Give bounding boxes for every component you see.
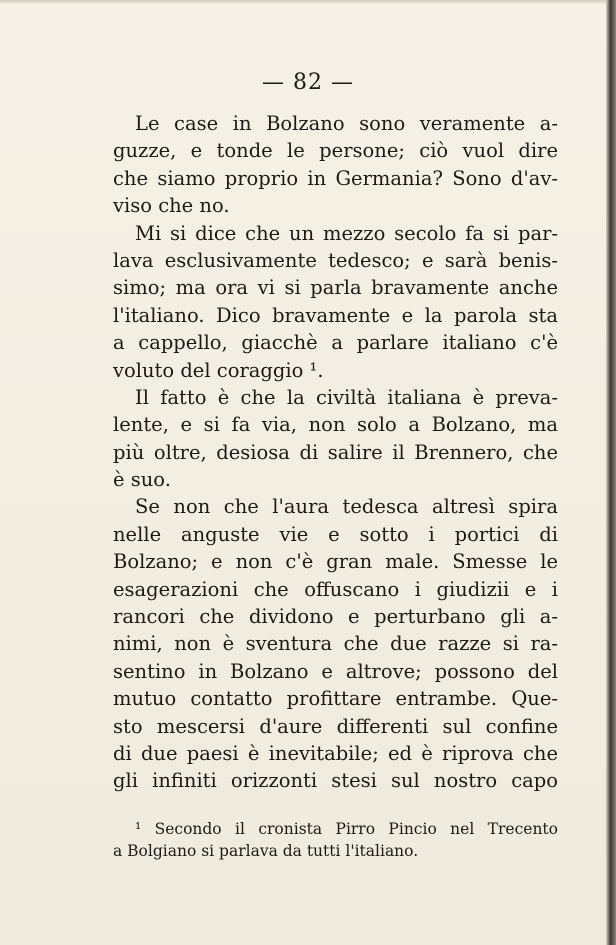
text-line: nimi, non è sventura che due razze si ra- bbox=[113, 632, 558, 656]
text-line: più oltre, desiosa di salire il Brennero, che bbox=[113, 440, 558, 464]
text-line: sto mescersi d'aure differenti sul confine bbox=[113, 714, 558, 738]
text-line: che siamo proprio in Germania? Sono d'av- bbox=[113, 166, 558, 190]
page-top-edge bbox=[0, 0, 616, 4]
text-line: voluto del coraggio ¹. bbox=[113, 358, 324, 382]
text-line: nelle anguste vie e sotto i portici di bbox=[113, 522, 558, 546]
text-line: Bolzano; e non c'è gran male. Smesse le bbox=[113, 550, 558, 574]
text-line: viso che no. bbox=[113, 194, 230, 218]
text-line: mutuo contatto profittare entrambe. Que- bbox=[113, 687, 558, 711]
text-line: l'italiano. Dico bravamente e la parola sta bbox=[113, 303, 558, 327]
page-number: — 82 — bbox=[262, 70, 354, 95]
footnote-line: ¹ Secondo il cronista Pirro Pincio nel Trecento bbox=[135, 820, 558, 838]
body-text bbox=[113, 110, 558, 795]
text-line: di due paesi è inevitabile; ed è riprova che bbox=[113, 741, 558, 765]
text-line: lente, e si fa via, non solo a Bolzano, ma bbox=[113, 413, 558, 437]
text-line: simo; ma ora vi si parla bravamente anche bbox=[113, 276, 558, 300]
text-line: gli infiniti orizzonti stesi sul nostro capo bbox=[113, 769, 558, 793]
text-line: è suo. bbox=[113, 468, 171, 492]
footnote bbox=[113, 818, 558, 862]
page-binding-edge bbox=[606, 0, 616, 945]
text-line: sentino in Bolzano e altrove; possono del bbox=[113, 659, 558, 683]
footnote-line: a Bolgiano si parlava da tutti l'italiano. bbox=[113, 842, 419, 860]
text-line: Se non che l'aura tedesca altresì spira bbox=[135, 495, 558, 519]
text-line: guzze, e tonde le persone; ciò vuol dire bbox=[113, 139, 558, 163]
text-line: Mi si dice che un mezzo secolo fa si par- bbox=[135, 221, 558, 245]
text-line: a cappello, giacchè a parlare italiano c'è bbox=[113, 331, 558, 355]
text-line: esagerazioni che offuscano i giudizii e i bbox=[113, 577, 558, 601]
text-line: Le case in Bolzano sono veramente a- bbox=[135, 112, 558, 135]
text-line: rancori che dividono e perturbano gli a- bbox=[113, 605, 558, 629]
text-line: lava esclusivamente tedesco; e sarà benis- bbox=[113, 248, 558, 272]
text-line: Il fatto è che la civiltà italiana è preva- bbox=[135, 385, 558, 409]
